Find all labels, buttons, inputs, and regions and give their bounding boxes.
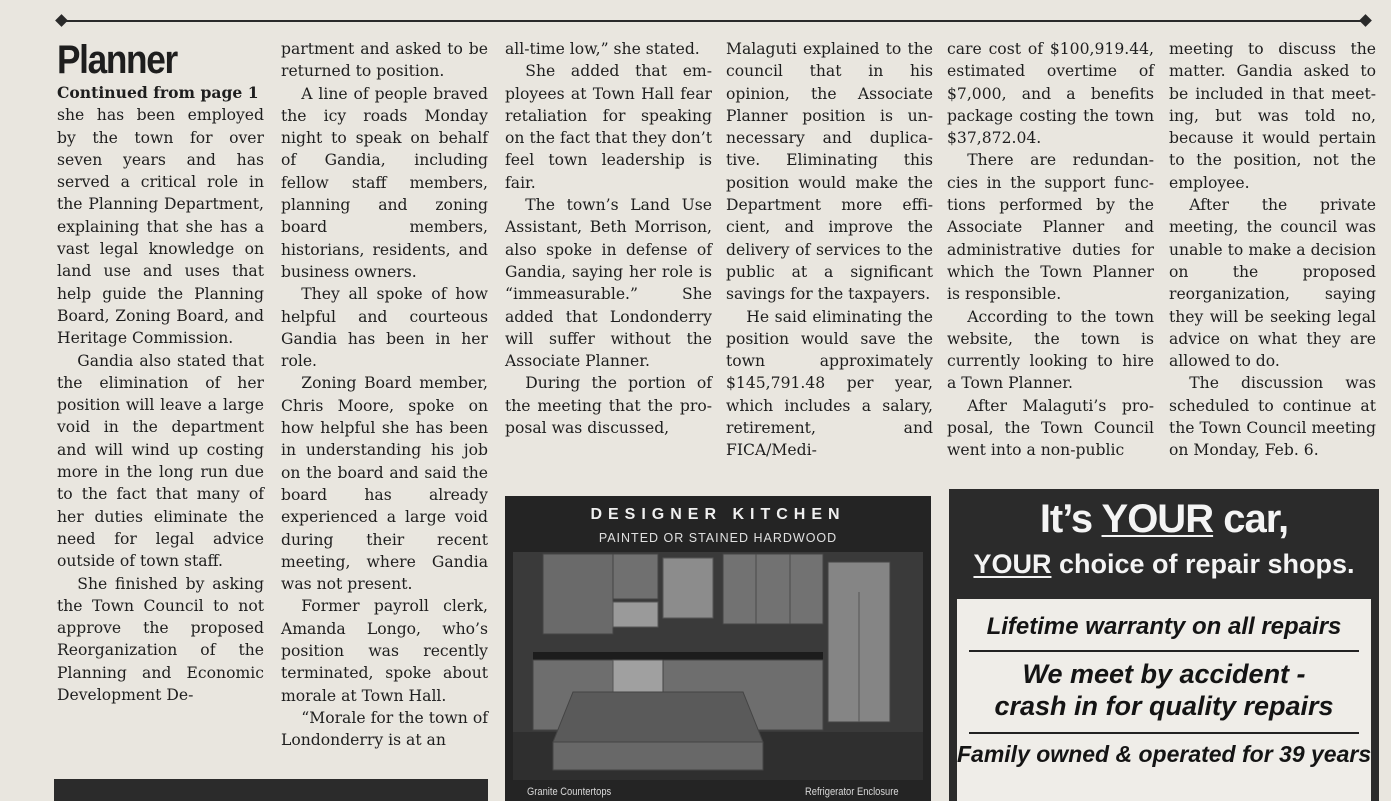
- ad-car-subheadline: YOUR choice of repair shops.: [973, 549, 1355, 579]
- ad-car-panel: [957, 599, 1371, 801]
- paragraph: There are redundancies in the support functions performed by the Associate Planner and administrative duties for which the Town Planner is responsible.: [947, 151, 1154, 304]
- ad-kitchen-title: DESIGNER KITCHEN: [590, 506, 846, 523]
- continued-from-label: Continued from page 1: [57, 83, 259, 102]
- paragraph: She added that employees at Town Hall fear retaliation for speaking on the fact that they don’t feel town leadership is fair.: [505, 62, 712, 192]
- paragraph: all-time low,” she stated.: [505, 40, 700, 58]
- paragraph: He said eliminating the position would save the town approximately $145,791.48 per year, which includes a salary, retirement, and FICA/Medi-: [726, 307, 933, 460]
- kitchen-photo: [513, 552, 923, 780]
- paragraph: After Malaguti’s proposal, the Town Council went into a non-public: [947, 396, 1154, 460]
- ad-divider: [969, 650, 1359, 652]
- article-column-2: [281, 38, 488, 752]
- paragraph: Gandia also stated that the elimination of her position will leave a large void in the department and will wind up costing more in the long run due to the fact that many of her duties eliminate the need for legal advice outside of town staff.: [57, 351, 264, 571]
- paragraph: Former payroll clerk, Amanda Longo, who’s position was recently terminated, spoke about morale at Town Hall.: [281, 597, 488, 705]
- paragraph: They all spoke of how helpful and courteous Gandia has been in her role.: [281, 285, 488, 371]
- article-column-1: [57, 38, 264, 706]
- paragraph: The town’s Land Use Assistant, Beth Morrison, also spoke in defense of Gandia, saying her role is “immeasurable.” She added that Londonderry will suffer without the Associate Planner.: [505, 196, 712, 371]
- ad-car-family: Family owned & operated for 39 years: [957, 741, 1372, 767]
- rule-ornament-right: [1359, 14, 1372, 27]
- ad-caption-countertops: Granite Countertops: [527, 786, 612, 798]
- ad-car-accident: We meet by accident -: [1022, 659, 1306, 689]
- paragraph: meeting to discuss the matter. Gandia asked to be included in that meeting, but was told no, because it would pertain to the position, not the employee.: [1169, 40, 1376, 192]
- paragraph: partment and asked to be returned to position.: [281, 40, 488, 81]
- article-column-4: [726, 38, 933, 462]
- paragraph: The discussion was scheduled to continue at the Town Council meeting on Monday, Feb. 6.: [1169, 374, 1377, 460]
- rule-ornament-left: [55, 14, 68, 27]
- article-column-3: [505, 38, 712, 439]
- paragraph: she has been employed by the town for over seven years and has served a critical role in the Planning Department, explaining that she has a vast legal knowledge on land use and uses that help guide the Planning Board, Zoning Board, and Heritage Commission.: [57, 106, 264, 348]
- paragraph: care cost of $100,919.44, estimated overtime of $7,000, and a benefits package costing the town $37,872.04.: [947, 40, 1154, 148]
- paragraph: “Morale for the town of Londonderry is at an: [281, 708, 488, 750]
- kitchen-advertisement: [505, 496, 931, 801]
- paragraph: After the private meeting, the council was unable to make a decision on the proposed reorganization, saying they will be seeking legal advice on what they are allowed to do.: [1169, 196, 1376, 371]
- article-column-6: [1169, 38, 1376, 462]
- paragraph: Zoning Board member, Chris Moore, spoke on how helpful she has been in understanding his job on the board and said the board has already experienced a large void during their recent meeting, where Gandia was not present.: [281, 374, 488, 594]
- ad-car-crash: crash in for quality repairs: [994, 691, 1334, 721]
- article-headline: Planner: [57, 38, 177, 82]
- ad-car-warranty: Lifetime warranty on all repairs: [986, 613, 1342, 640]
- car-repair-advertisement: [949, 489, 1379, 801]
- paragraph: According to the town website, the town is currently looking to hire a Town Planner.: [947, 307, 1154, 393]
- bottom-ad-bar: [54, 779, 488, 801]
- paragraph: Malaguti explained to the council that in his opinion, the Associate Planner position is unnecessary and duplicative. Eliminating this position would make the Department more efficient, and improve the delivery of services to the public at a significant savings for the taxpayers.: [726, 40, 933, 304]
- ad-divider: [969, 732, 1359, 734]
- ad-caption-refrigerator: Refrigerator Enclosure: [805, 786, 899, 798]
- top-rule: [60, 20, 1365, 22]
- ad-kitchen-subtitle: PAINTED OR STAINED HARDWOOD: [598, 531, 838, 545]
- paragraph: During the portion of the meeting that the proposal was discussed,: [505, 374, 712, 438]
- paragraph: She finished by asking the Town Council to not approve the proposed Reorganization of the Planning and Economic Development De-: [57, 574, 264, 705]
- article-column-5: [947, 38, 1154, 462]
- ad-car-headline: It’s YOUR car,: [1039, 497, 1289, 541]
- paragraph: A line of people braved the icy roads Monday night to speak on behalf of Gandia, including fellow staff members, planning and zoning board members, historians, residents, and business owners.: [281, 84, 488, 281]
